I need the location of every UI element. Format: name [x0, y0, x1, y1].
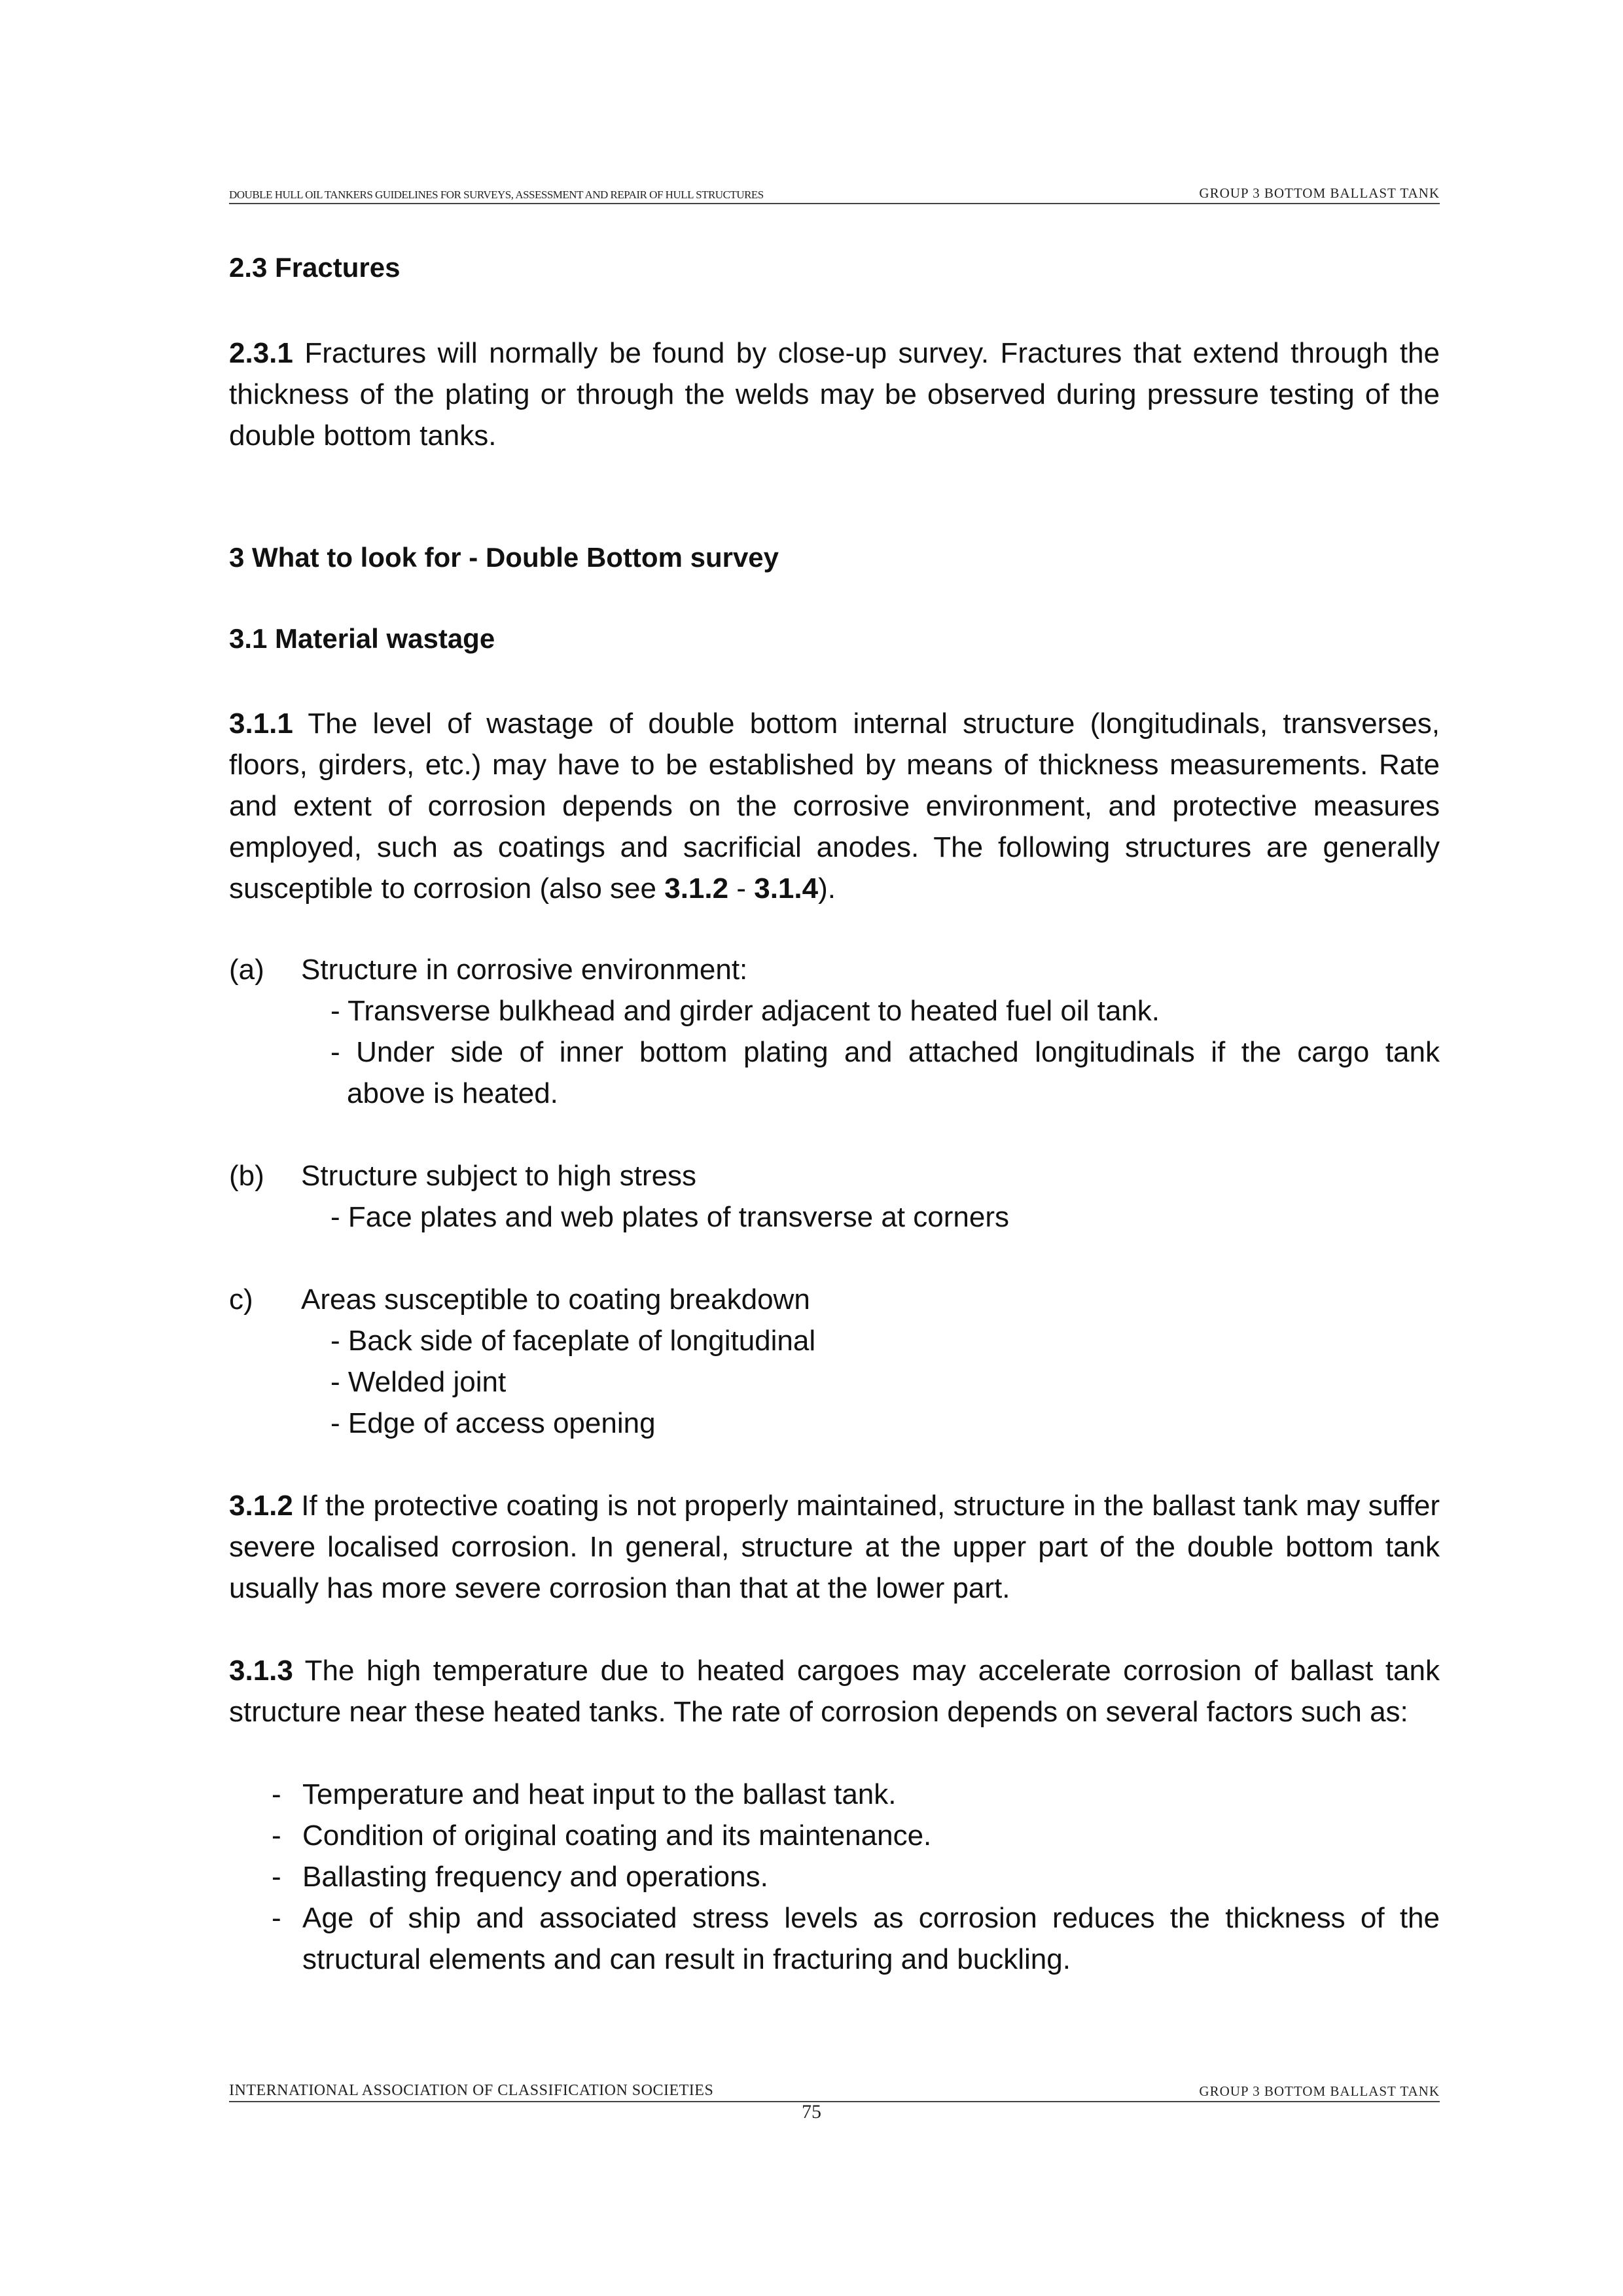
bullet-dash: -: [272, 1820, 281, 1852]
header-title: DOUBLE HULL OIL TANKERS GUIDELINES FOR SURVEYS, ASSESSMENT AND REPAIR OF HULL STRUCTURES: [229, 188, 764, 201]
header-section: GROUP 3 BOTTOM BALLAST TANK: [1199, 185, 1440, 201]
paragraph-number: 3.1.1: [229, 708, 293, 740]
text-fragment: ).: [818, 872, 836, 905]
list-item: - Welded joint: [330, 1366, 507, 1398]
paragraph-2-3-1: [229, 332, 1440, 456]
footer-organization: INTERNATIONAL ASSOCIATION OF CLASSIFICATION SOCIETIES: [229, 2082, 714, 2099]
list-title-c: Areas susceptible to coating breakdown: [301, 1283, 810, 1316]
list-item: Age of ship and associated stress levels as corrosion reduces the thickness of the: [302, 1902, 1440, 1934]
bullet-dash: -: [272, 1861, 281, 1893]
list-item: Temperature and heat input to the ballast tank.: [302, 1778, 897, 1810]
text-fragment: -: [728, 872, 755, 905]
list-marker-c: c): [229, 1283, 253, 1316]
list-item: - Under side of inner bottom plating and attached longitudinals if the cargo tank: [330, 1036, 1440, 1068]
list-item: Condition of original coating and its maintenance.: [302, 1820, 932, 1852]
footer-section: GROUP 3 BOTTOM BALLAST TANK: [1199, 2083, 1440, 2099]
list-marker-b: (b): [229, 1160, 264, 1192]
list-item-continuation: structural elements and can result in fracturing and buckling.: [302, 1943, 1071, 1975]
running-header: [229, 183, 1440, 204]
paragraph-text: The level of wastage of double bottom internal structure (longitudinals, transverses, floors, girders, etc.) may have to be established by means of thickness measurements. Rate and extent of corrosion depends on the corrosive environment, and protective measures employed, such as coatings and sacrificial anodes. The following structures are generally susceptible to corrosion (also see: [229, 708, 1440, 905]
paragraph-3-1-2: [229, 1485, 1440, 1609]
list-item: - Face plates and web plates of transverse at corners: [330, 1201, 1009, 1233]
cross-reference: 3.1.2: [664, 872, 729, 905]
cross-reference: 3.1.4: [754, 872, 819, 905]
list-item: - Back side of faceplate of longitudinal: [330, 1325, 816, 1357]
list-item: - Edge of access opening: [330, 1407, 656, 1439]
heading-3: 3 What to look for - Double Bottom survey: [229, 542, 779, 573]
running-footer: [229, 2081, 1440, 2102]
list-marker-a: (a): [229, 954, 264, 986]
paragraph-3-1-1: [229, 703, 1440, 909]
list-title-b: Structure subject to high stress: [301, 1160, 697, 1192]
paragraph-text: The high temperature due to heated cargoes may accelerate corrosion of ballast tank structure near these heated tanks. The rate of corrosion depends on several factors such as:: [229, 1655, 1440, 1728]
paragraph-number: 3.1.2: [229, 1490, 293, 1522]
list-item-continuation: above is heated.: [347, 1077, 558, 1109]
list-item: Ballasting frequency and operations.: [302, 1861, 768, 1893]
list-title-a: Structure in corrosive environment:: [301, 954, 748, 986]
paragraph-text: If the protective coating is not properly maintained, structure in the ballast tank may suffer severe localised corrosion. In general, structure at the upper part of the double bottom tank usually has more severe corrosion than that at the lower part.: [229, 1490, 1440, 1604]
heading-2-3: 2.3 Fractures: [229, 252, 401, 283]
paragraph-3-1-3: [229, 1650, 1440, 1732]
page-number: 75: [802, 2101, 821, 2123]
paragraph-number: 3.1.3: [229, 1655, 293, 1687]
paragraph-number: 2.3.1: [229, 337, 293, 369]
bullet-dash: -: [272, 1902, 281, 1934]
list-item: - Transverse bulkhead and girder adjacent to heated fuel oil tank.: [330, 995, 1160, 1027]
bullet-dash: -: [272, 1778, 281, 1810]
paragraph-text: Fractures will normally be found by close-up survey. Fractures that extend through the thickness of the plating or through the welds may be observed during pressure testing of the double bottom tanks.: [229, 337, 1440, 452]
heading-3-1: 3.1 Material wastage: [229, 623, 495, 654]
